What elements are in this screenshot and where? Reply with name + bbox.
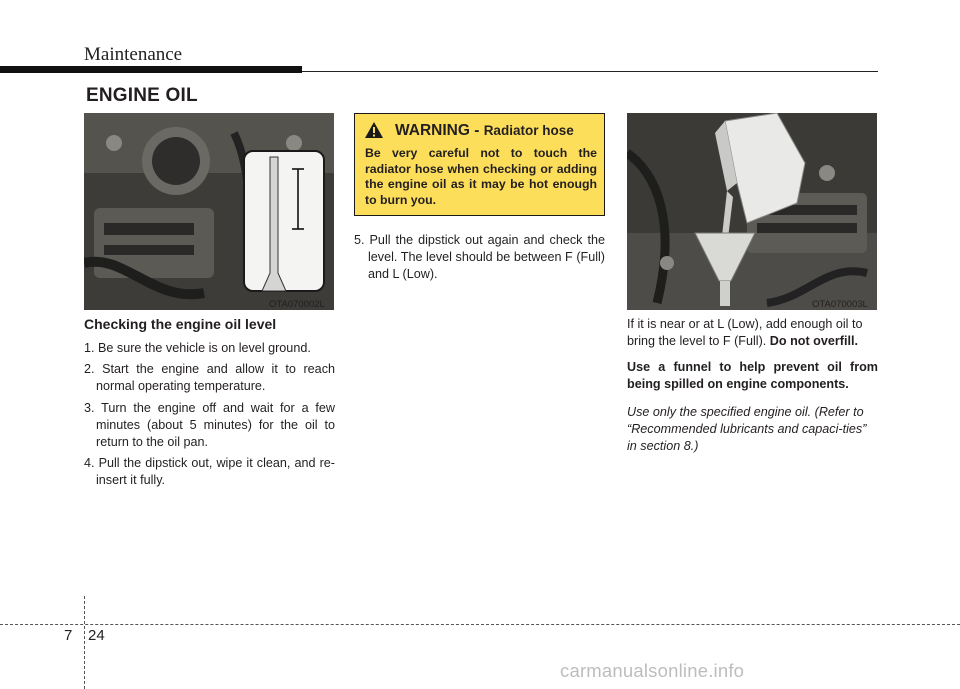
section-title: Maintenance (84, 44, 183, 65)
checking-steps-list (84, 340, 335, 494)
step-item: 4. Pull the dipstick out, wipe it clean, and re-insert it fully. (84, 456, 335, 488)
specified-oil-note: Use only the specified engine oil. (Refer to “Recommended lubricants and capaci-ties” in section 8.) (627, 405, 867, 454)
step-item: 3. Turn the engine off and wait for a few minutes (about 5 minutes) for the oil to return to the oil pan. (84, 400, 335, 450)
oil-level-text: If it is near or at L (Low), add enough oil to bring the level to F (Full). (627, 317, 863, 349)
watermark: carmanualsonline.info (560, 660, 745, 681)
chapter-number: 7 (64, 627, 73, 644)
image-code-left: OTA070002L (269, 299, 325, 310)
footer-rule (0, 624, 960, 625)
topic-title: ENGINE OIL (86, 85, 198, 106)
checking-heading: Checking the engine oil level (84, 316, 277, 332)
warning-heading (395, 122, 574, 140)
footer-divider (84, 596, 85, 689)
funnel-advice: Use a funnel to help prevent oil from being spilled on engine components. (627, 360, 878, 392)
step-item: 1. Be sure the vehicle is on level ground. (84, 341, 311, 355)
header-bar (0, 66, 302, 73)
warning-topic: Radiator hose (483, 123, 574, 138)
overfill-warning: Do not overfill. (769, 334, 858, 349)
page-number: 24 (88, 627, 105, 644)
warning-body: Be very careful not to touch the radiator hose when checking or adding the engine oil as it may be hot enough to burn you. (365, 146, 597, 207)
oil-level-instruction (627, 316, 878, 350)
dipstick-engine-photo (84, 113, 334, 310)
warning-label: WARNING - (395, 122, 484, 139)
funnel-illustration (627, 113, 877, 310)
warning-triangle-icon (364, 121, 384, 139)
oil-funnel-photo (627, 113, 877, 310)
header-rule (302, 71, 878, 72)
dipstick-illustration (84, 113, 334, 310)
warning-box (354, 113, 605, 216)
image-code-right: OTA070003L (812, 299, 868, 310)
step-item: 2. Start the engine and allow it to reach normal operating temperature. (84, 362, 335, 394)
step-item-5: 5. Pull the dipstick out again and check the level. The level should be between F (Full) and L (Low). (354, 233, 605, 282)
